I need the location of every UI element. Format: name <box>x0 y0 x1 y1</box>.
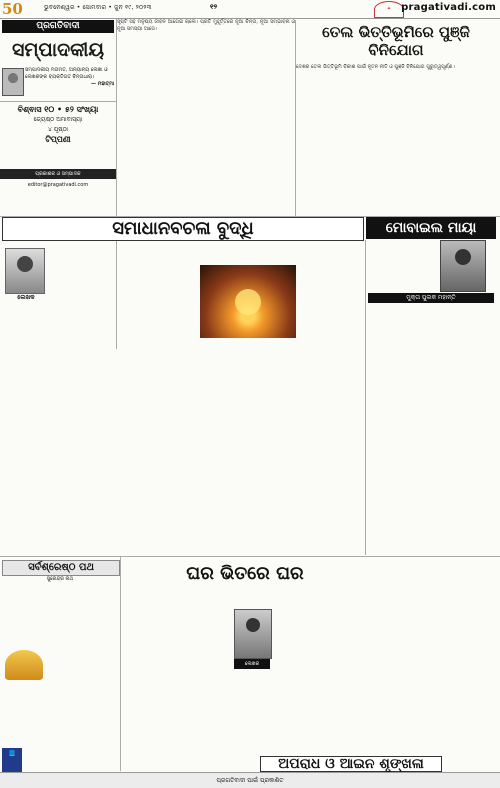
editor-email[interactable]: editor@pragativadi.com <box>27 182 89 188</box>
paper-name: ପ୍ରଗତିବାଦୀ <box>2 20 114 33</box>
issue-meta <box>0 101 116 145</box>
side-banner: ମୋବାଇଲ ମାୟା <box>366 217 496 239</box>
quote-text: ସମ୍ପାଦକୀୟ ମତାମତ, ଅନ୍ୟାନ୍ୟ ଲେଖା ଓ ଲେଖକଙ୍କ ବ୍ୟକ୍ତିଗତ ଚିନ୍ତାଧାରା। <box>25 67 108 80</box>
quote-block <box>25 67 114 88</box>
column-text: ସୃଷ୍ଟି ସହ ମନୁଷ୍ୟ ଜୀବନ ଆଗେଇ ଚାଲେ। ପ୍ରତି ମୁହୂର୍ତ୍ତରେ ନୂଆ ଚିନ୍ତା, ନୂଆ ସମ୍ଭାବନା ଓ ନୂଆ ସମସ୍ୟା ଆସେ। <box>117 19 295 32</box>
site-url[interactable]: pragativadi.com <box>401 2 496 13</box>
writer-name: ମୁକ୍ତା ପୁଲକ ମହାନ୍ତି <box>368 293 494 303</box>
writer-photo <box>440 240 486 292</box>
section-divider <box>0 556 500 557</box>
dateline: ଭୁବନେଶ୍ୱର • ସୋମବାର • ଜୁନ ୧୯, ୨୦୨୩ <box>44 4 152 11</box>
masthead-icon: ✦ <box>374 1 404 18</box>
quote-author: — ମହାତ୍ମା <box>91 81 114 87</box>
section-title: ସମ୍ପାଦକୀୟ <box>11 39 105 61</box>
footer-headline: ଅପରାଧ ଓ ଆଇନ ଶୃଙ୍ଖଳା <box>260 756 442 772</box>
footer-badge: 📘 <box>2 748 22 784</box>
lamp-icon <box>5 650 43 680</box>
home-author-label: ଲେଖକ <box>234 659 270 669</box>
footer-strip: ପ୍ରଗତିବାଦୀ ପାଇଁ ପ୍ରକାଶିତ <box>0 772 500 788</box>
center-story <box>296 64 496 71</box>
box-headline: ସର୍ବଶ୍ରେଷ୍ଠ ପଥ <box>2 560 120 576</box>
publisher-ribbon: ପ୍ରକାଶକ ଓ ସମ୍ପାଦକ <box>0 169 116 179</box>
author-label: ଲେଖକ <box>17 294 35 301</box>
portrait-icon <box>2 68 24 96</box>
issue-number: ବିଶ୍ଵାସ ୧୦ • ୫୨ ସଂଖ୍ୟା <box>17 105 99 114</box>
author-photo <box>5 248 45 294</box>
column-divider <box>120 557 121 771</box>
main-banner: ସମାଧାନବଚଳା ବୁଦ୍ଧି <box>2 217 364 241</box>
center-story-text: ଦେଶର ତେଲ ଭିତ୍ତିଭୂମି ବିକାଶ ପାଇଁ ନୂତନ ନୀତି ଓ ପୁଞ୍ଜି ବିନିଯୋଗ ଗୁରୁତ୍ୱପୂର୍ଣ୍ଣ। <box>296 64 455 70</box>
column-divider <box>116 20 117 216</box>
issue-pages: ୪ ପୃଷ୍ଠା <box>47 126 69 133</box>
issue-date: ଜ୍ୟେଷ୍ଠ ଅମାବାସ୍ୟା <box>33 116 83 123</box>
section-divider <box>0 216 500 217</box>
column-divider <box>365 240 366 555</box>
box-byline: ସୁରେନ୍ଦ୍ର ନାଥ <box>46 576 74 582</box>
column-divider <box>295 20 296 216</box>
top-bar <box>0 0 500 19</box>
home-author-photo <box>234 609 272 659</box>
section-note: ଟିପ୍ପଣୀ <box>45 135 71 144</box>
sunset-image <box>200 265 296 338</box>
story-column-1 <box>117 19 295 217</box>
home-headline: ଘର ଭିତରେ ଘର <box>186 563 304 584</box>
page-number: ୧୨ <box>210 3 218 11</box>
center-headline: ତେଲ ଭିତ୍ତିଭୂମିରେ ପୁଞ୍ଜି ବିନିଯୋଗ <box>322 23 470 59</box>
anniversary-logo: 50 <box>2 0 23 18</box>
